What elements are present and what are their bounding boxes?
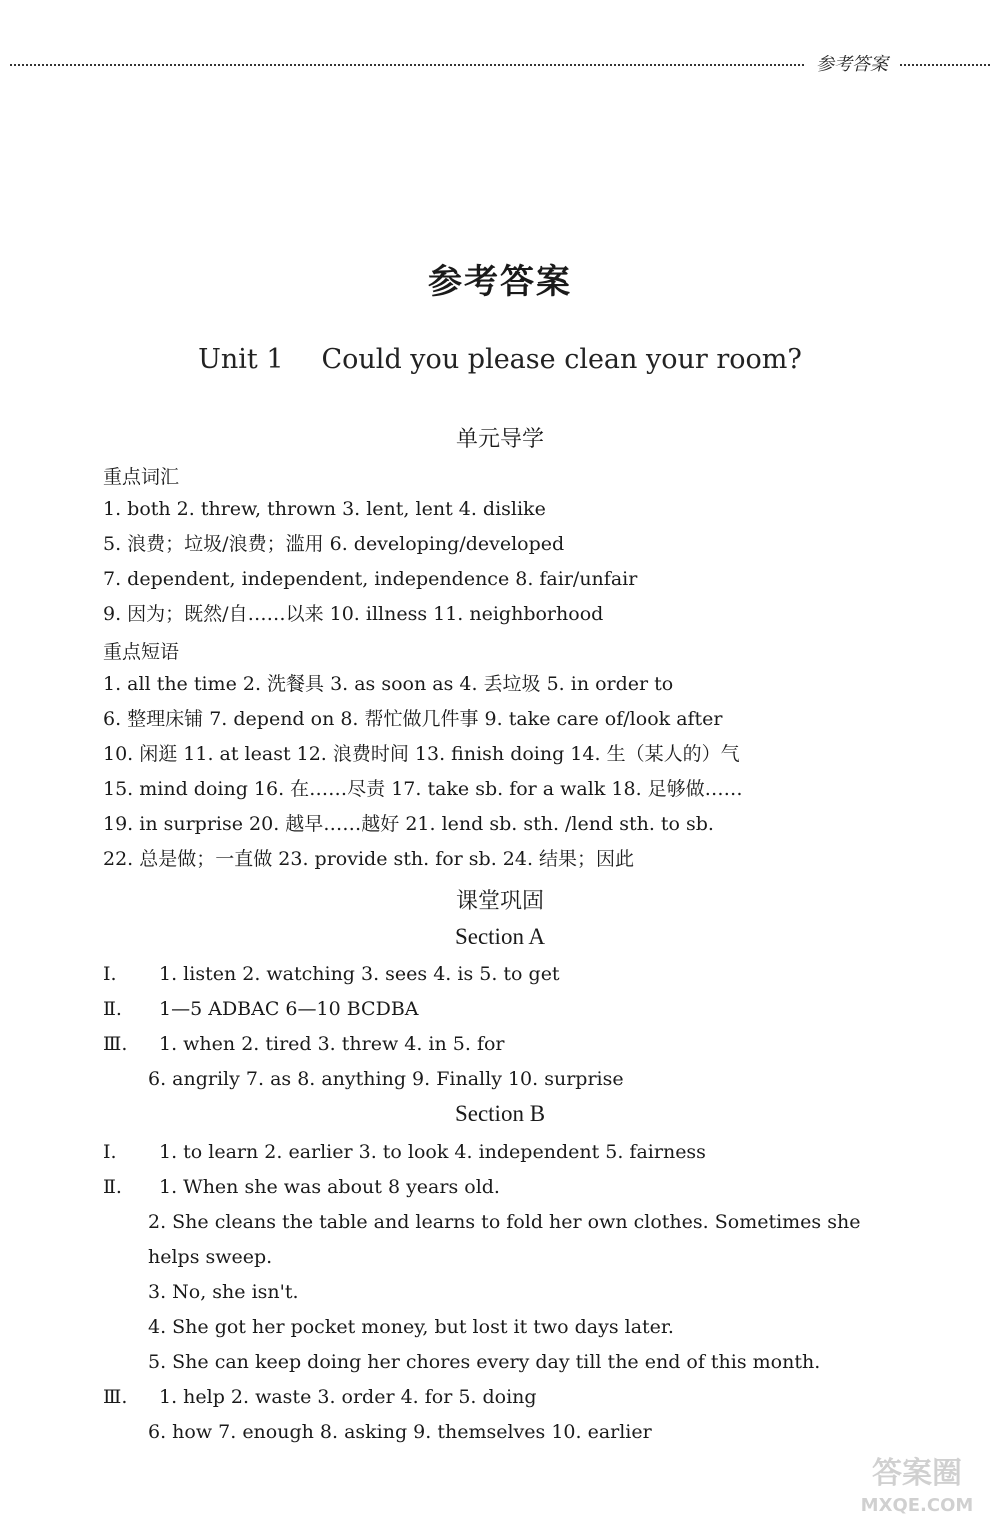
classwork-heading: 课堂巩固 <box>455 889 544 914</box>
watermark-bottom: MXQE.COM <box>860 1495 974 1516</box>
unit-name: Could you please clean your room? <box>321 344 802 375</box>
vocab-line: 5. 浪费；垃圾/浪费；滥用 6. developing/developed <box>103 533 565 555</box>
vocab-line: 1. both 2. threw, thrown 3. lent, lent 4. dislike <box>103 498 546 520</box>
section-b-line <box>148 1350 834 1374</box>
header-title: 参考答案 <box>816 54 888 75</box>
vocab-line: 7. dependent, independent, independence 8. fair/unfair <box>103 568 638 590</box>
phrase-line: 19. in surprise 20. 越早……越好 21. lend sb. sth. /lend sth. to sb. <box>103 813 714 835</box>
section-b-line <box>148 1210 874 1234</box>
watermark-logo <box>842 1449 992 1519</box>
phrase-line: 1. all the time 2. 洗餐具 3. as soon as 4. 丢垃圾 5. in order to <box>103 673 674 695</box>
section-b-line <box>148 1245 286 1269</box>
phrase-line: 22. 总是做；一直做 23. provide sth. for sb. 24. 结果；因此 <box>103 848 635 870</box>
header-dots-left <box>10 64 804 66</box>
roman-numeral: Ⅲ. <box>103 1033 128 1055</box>
roman-numeral: Ⅱ. <box>103 998 122 1020</box>
section-a-line <box>148 1067 638 1091</box>
section-a-line <box>103 1032 519 1056</box>
guide-heading: 单元导学 <box>455 427 544 452</box>
answer-text: 6. angrily 7. as 8. anything 9. Finally 10. surprise <box>148 1068 624 1090</box>
vocab-heading: 重点词汇 <box>103 466 180 488</box>
roman-numeral: Ⅰ. <box>103 963 117 985</box>
page-title: 参考答案 <box>428 262 572 302</box>
answer-text: 6. how 7. enough 8. asking 9. themselves 10. earlier <box>148 1421 652 1443</box>
section-a-line <box>103 962 574 986</box>
section-b-line <box>103 1140 720 1164</box>
answer-text: helps sweep. <box>148 1246 273 1268</box>
answer-text: 1. when 2. tired 3. threw 4. in 5. for <box>159 1033 505 1055</box>
section-b-line <box>103 1175 514 1199</box>
answer-text: 2. She cleans the table and learns to fold her own clothes. Sometimes she <box>148 1211 861 1233</box>
section-b-line <box>148 1280 313 1304</box>
answer-text: 1. help 2. waste 3. order 4. for 5. doing <box>159 1386 537 1408</box>
unit-number: Unit 1 <box>198 344 284 375</box>
phrase-heading: 重点短语 <box>103 641 180 663</box>
section-b-line <box>148 1420 666 1444</box>
roman-numeral: Ⅱ. <box>103 1176 122 1198</box>
section-a-heading: Section A <box>454 924 546 949</box>
answer-text: 1—5 ADBAC 6—10 BCDBA <box>159 998 419 1020</box>
roman-numeral: Ⅲ. <box>103 1386 128 1408</box>
phrase-line: 15. mind doing 16. 在……尽责 17. take sb. for a walk 18. 足够做…… <box>103 778 743 800</box>
watermark-top: 答案圈 <box>872 1456 962 1491</box>
header-dots-right <box>900 64 990 66</box>
section-b-line <box>148 1315 688 1339</box>
answer-text: 1. When she was about 8 years old. <box>159 1176 500 1198</box>
section-a-line <box>103 997 433 1021</box>
unit-title <box>0 344 1000 375</box>
running-header <box>10 48 990 78</box>
roman-numeral: Ⅰ. <box>103 1141 117 1163</box>
answer-text: 4. She got her pocket money, but lost it two days later. <box>148 1316 674 1338</box>
phrase-line: 10. 闲逛 11. at least 12. 浪费时间 13. finish doing 14. 生（某人的）气 <box>103 743 740 765</box>
answer-text: 5. She can keep doing her chores every day till the end of this month. <box>148 1351 821 1373</box>
answer-text: 1. to learn 2. earlier 3. to look 4. independent 5. fairness <box>159 1141 706 1163</box>
answer-text: 1. listen 2. watching 3. sees 4. is 5. to get <box>159 963 560 985</box>
section-b-line <box>103 1385 551 1409</box>
section-b-heading: Section B <box>454 1101 546 1126</box>
phrase-line: 6. 整理床铺 7. depend on 8. 帮忙做几件事 9. take care of/look after <box>103 708 723 730</box>
answer-text: 3. No, she isn't. <box>148 1281 299 1303</box>
vocab-line: 9. 因为；既然/自……以来 10. illness 11. neighborhood <box>103 603 604 625</box>
